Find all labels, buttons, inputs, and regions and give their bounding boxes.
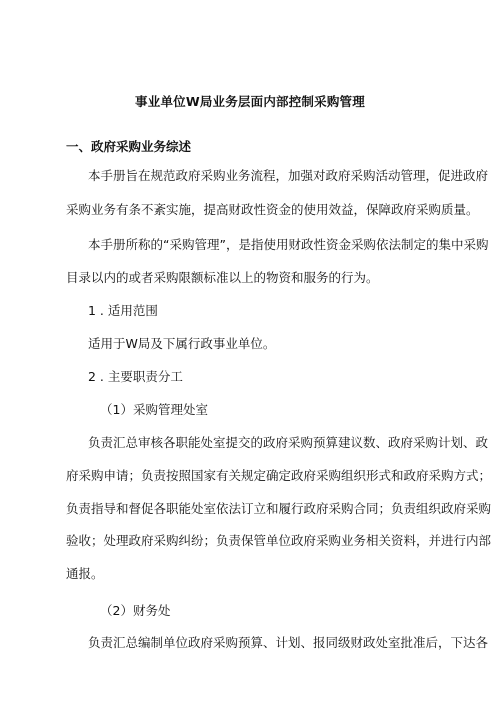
body-line: 府采购申请；负责按照国家有关规定确定政府采购组织形式和政府采购方式； [66, 468, 492, 483]
subsection-heading: （1）采购管理处室 [100, 402, 208, 417]
body-line: 通报。 [66, 566, 104, 581]
section-heading: 一、政府采购业务综述 [66, 139, 192, 154]
body-line: 采购业务有条不紊实施，提高财政性资金的使用效益，保障政府采购质量。 [66, 202, 479, 217]
document-title: 事业单位W局业务层面内部控制采购管理 [135, 94, 365, 109]
body-line: 目录以内的或者采购限额标准以上的物资和服务的行为。 [66, 270, 379, 285]
body-line: 验收；处理政府采购纠纷；负责保管单位政府采购业务相关资料，并进行内部 [66, 533, 492, 548]
body-line: 本手册旨在规范政府采购业务流程，加强对政府采购活动管理，促进政府 [88, 168, 489, 183]
subsection-heading: （2）财务处 [100, 603, 171, 618]
subsection-heading: 1 . 适用范围 [88, 303, 158, 318]
body-line: 适用于W局及下属行政事业单位。 [88, 336, 276, 351]
body-line: 负责指导和督促各职能处室依法订立和履行政府采购合同；负责组织政府采购 [66, 501, 492, 516]
body-line: 负责汇总审核各职能处室提交的政府采购预算建议数、政府采购计划、政 [88, 435, 489, 450]
subsection-heading: 2 . 主要职责分工 [88, 369, 183, 384]
body-line: 本手册所称的“采购管理”，是指使用财政性资金采购依法制定的集中采购 [88, 237, 489, 252]
body-line: 负责汇总编制单位政府采购预算、计划、报同级财政处室批准后，下达各 [88, 635, 489, 650]
